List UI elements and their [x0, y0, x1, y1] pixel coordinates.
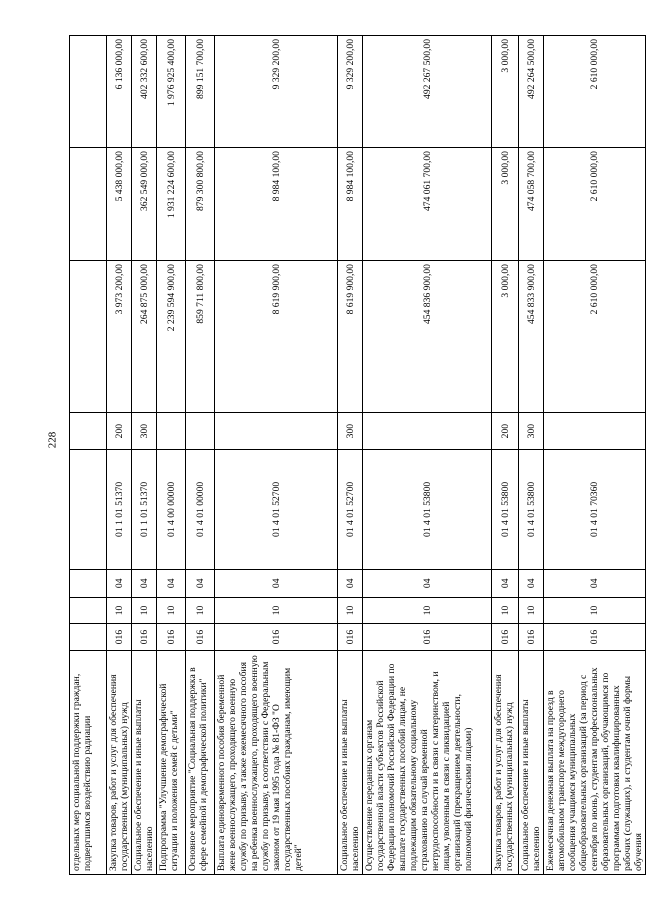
vr-cell — [70, 413, 107, 450]
row-name-cell: Закупка товаров, работ и услуг для обеспечения государственных (муниципальных) нужд — [107, 651, 132, 875]
pr-cell: 04 — [107, 569, 132, 597]
vr-cell — [544, 413, 646, 450]
row-name-cell: Социальное обеспечение и иные выплаты населению — [338, 651, 363, 875]
rz-cell: 10 — [157, 597, 186, 623]
amount-year3-cell: 2 610 000,00 — [544, 36, 646, 148]
table-row — [132, 36, 157, 875]
amount-year1-cell: 2 610 000,00 — [544, 261, 646, 413]
rz-cell: 10 — [519, 597, 544, 623]
table-body — [70, 36, 646, 875]
csr-cell — [70, 450, 107, 570]
amount-year1-cell: 3 000,00 — [492, 261, 519, 413]
vr-cell: 300 — [338, 413, 363, 450]
row-name-cell: Ежемесячная денежная выплата на проезд в автомобильном транспорте междугороднего сообщения учащимся муниципальных общеобразовательных организаций (за период с сентября по июнь), студентам профессиональных образовательных организаций, обучающимся по программам подготовки квалифицированных рабочих (служащих), и студентам очной формы обучения — [544, 651, 646, 875]
pr-cell: 04 — [157, 569, 186, 597]
amount-year2-cell: 2 610 000,00 — [544, 148, 646, 261]
amount-year3-cell: 492 264 500,00 — [519, 36, 544, 148]
rz-cell: 10 — [215, 597, 338, 623]
amount-year3-cell: 402 332 600,00 — [132, 36, 157, 148]
amount-year2-cell: 8 984 100,00 — [215, 148, 338, 261]
rz-cell — [70, 597, 107, 623]
amount-year2-cell — [70, 148, 107, 261]
table-row — [519, 36, 544, 875]
amount-year3-cell: 1 976 925 400,00 — [157, 36, 186, 148]
csr-cell: 01 4 00 00000 — [157, 450, 186, 570]
gr-cell: 016 — [363, 623, 492, 650]
vr-cell — [157, 413, 186, 450]
rz-cell: 10 — [186, 597, 215, 623]
amount-year1-cell: 3 973 200,00 — [107, 261, 132, 413]
amount-year3-cell: 899 151 700,00 — [186, 36, 215, 148]
table-row — [107, 36, 132, 875]
pr-cell — [70, 569, 107, 597]
row-name-cell: Основное мероприятие "Социальная поддержка в сфере семейной и демографической политики" — [186, 651, 215, 875]
table-row — [70, 36, 107, 875]
amount-year2-cell: 362 549 000,00 — [132, 148, 157, 261]
csr-cell: 01 4 01 53800 — [519, 450, 544, 570]
gr-cell: 016 — [544, 623, 646, 650]
pr-cell: 04 — [186, 569, 215, 597]
gr-cell — [70, 623, 107, 650]
page-number: 228 — [46, 431, 59, 449]
amount-year2-cell: 1 931 224 600,00 — [157, 148, 186, 261]
csr-cell: 01 4 01 00000 — [186, 450, 215, 570]
amount-year3-cell: 6 136 000,00 — [107, 36, 132, 148]
table-row — [215, 36, 338, 875]
vr-cell: 300 — [519, 413, 544, 450]
csr-cell: 01 4 01 53800 — [492, 450, 519, 570]
row-name-cell: отдельных мер социальной поддержки граждан, подвергшимся воздействию радиации — [70, 651, 107, 875]
gr-cell: 016 — [215, 623, 338, 650]
pr-cell: 04 — [215, 569, 338, 597]
budget-table-rotated — [69, 35, 644, 875]
vr-cell: 200 — [492, 413, 519, 450]
gr-cell: 016 — [338, 623, 363, 650]
csr-cell: 01 4 01 52700 — [338, 450, 363, 570]
pr-cell: 04 — [338, 569, 363, 597]
vr-cell: 300 — [132, 413, 157, 450]
csr-cell: 01 1 01 51370 — [107, 450, 132, 570]
amount-year3-cell: 9 329 200,00 — [215, 36, 338, 148]
pr-cell: 04 — [519, 569, 544, 597]
amount-year1-cell: 454 833 900,00 — [519, 261, 544, 413]
amount-year3-cell: 492 267 500,00 — [363, 36, 492, 148]
rz-cell: 10 — [107, 597, 132, 623]
amount-year1-cell: 859 711 800,00 — [186, 261, 215, 413]
amount-year3-cell: 9 329 200,00 — [338, 36, 363, 148]
amount-year2-cell: 8 984 100,00 — [338, 148, 363, 261]
table-row — [363, 36, 492, 875]
vr-cell — [363, 413, 492, 450]
amount-year1-cell: 264 875 000,00 — [132, 261, 157, 413]
amount-year1-cell — [70, 261, 107, 413]
amount-year1-cell: 8 619 900,00 — [215, 261, 338, 413]
csr-cell: 01 1 01 51370 — [132, 450, 157, 570]
rz-cell: 10 — [544, 597, 646, 623]
rz-cell: 10 — [132, 597, 157, 623]
rz-cell: 10 — [363, 597, 492, 623]
row-name-cell: Закупка товаров, работ и услуг для обеспечения государственных (муниципальных) нужд — [492, 651, 519, 875]
budget-table — [69, 35, 646, 875]
table-row — [338, 36, 363, 875]
csr-cell: 01 4 01 70360 — [544, 450, 646, 570]
amount-year2-cell: 3 000,00 — [492, 148, 519, 261]
pr-cell: 04 — [492, 569, 519, 597]
pr-cell: 04 — [132, 569, 157, 597]
row-name-cell: Социальное обеспечение и иные выплаты населению — [132, 651, 157, 875]
vr-cell: 200 — [107, 413, 132, 450]
gr-cell: 016 — [132, 623, 157, 650]
amount-year3-cell — [70, 36, 107, 148]
csr-cell: 01 4 01 53800 — [363, 450, 492, 570]
table-row — [544, 36, 646, 875]
table-row — [186, 36, 215, 875]
gr-cell: 016 — [519, 623, 544, 650]
gr-cell: 016 — [186, 623, 215, 650]
amount-year1-cell: 8 619 900,00 — [338, 261, 363, 413]
amount-year3-cell: 3 000,00 — [492, 36, 519, 148]
csr-cell: 01 4 01 52700 — [215, 450, 338, 570]
row-name-cell: Осуществление переданных органам государственной власти субъектов Российской Федерации полномочий Российской Федерации по выплате государственных пособий лицам, не подлежащим обязательному социальному страхованию на случай временной нетрудоспособности и в связи с материнством, и лицам, уволенным в связи с ликвидацией организаций (прекращением деятельности, полномочий физическими лицами) — [363, 651, 492, 875]
gr-cell: 016 — [492, 623, 519, 650]
rz-cell: 10 — [338, 597, 363, 623]
pr-cell: 04 — [363, 569, 492, 597]
gr-cell: 016 — [157, 623, 186, 650]
amount-year2-cell: 474 058 700,00 — [519, 148, 544, 261]
amount-year2-cell: 5 438 000,00 — [107, 148, 132, 261]
amount-year1-cell: 454 836 900,00 — [363, 261, 492, 413]
table-row — [492, 36, 519, 875]
gr-cell: 016 — [107, 623, 132, 650]
amount-year1-cell: 2 239 594 900,00 — [157, 261, 186, 413]
amount-year2-cell: 474 061 700,00 — [363, 148, 492, 261]
pr-cell: 04 — [544, 569, 646, 597]
table-row — [157, 36, 186, 875]
row-name-cell: Подпрограмма "Улучшение демографической ситуации и положения семей с детьми" — [157, 651, 186, 875]
rz-cell: 10 — [492, 597, 519, 623]
amount-year2-cell: 879 300 800,00 — [186, 148, 215, 261]
vr-cell — [215, 413, 338, 450]
row-name-cell: Выплата единовременного пособия беременной жене военнослужащего, проходящего военную службу по призыву, а также ежемесячного пособия на ребенка военнослужащего, проходящего военную службу по призыву, в соответствии с Федеральным законом от 19 мая 1995 года № 81-ФЗ "О государственных пособиях гражданам, имеющим детей" — [215, 651, 338, 875]
row-name-cell: Социальное обеспечение и иные выплаты населению — [519, 651, 544, 875]
vr-cell — [186, 413, 215, 450]
